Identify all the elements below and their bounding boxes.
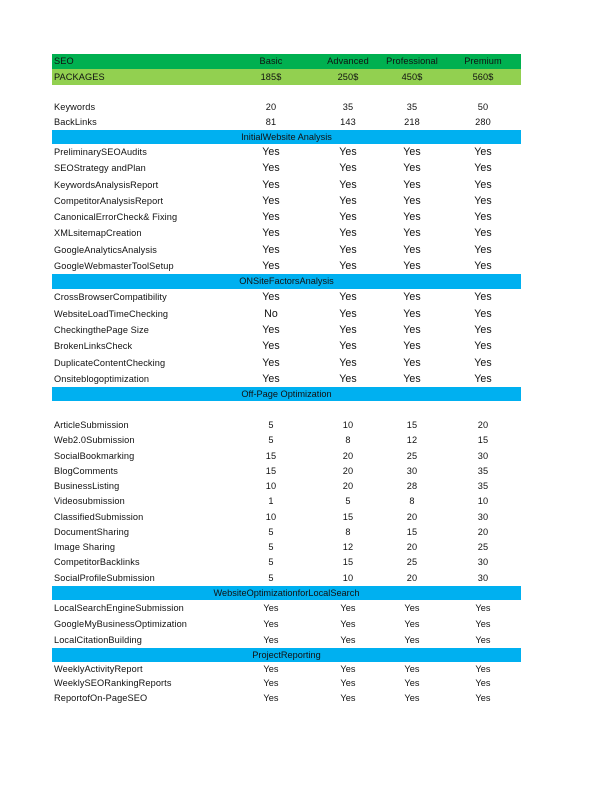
cell-basic: Yes	[262, 194, 280, 207]
row-label: GoogleWebmasterToolSetup	[54, 261, 174, 272]
section-header-off-page-optimization: Off-Page Optimization	[52, 387, 521, 401]
cell-basic: No	[264, 307, 278, 320]
price-advanced: 250$	[337, 72, 359, 82]
cell-advanced: 8	[345, 526, 351, 537]
table-row	[52, 525, 521, 540]
cell-premium: 20	[477, 420, 489, 431]
table-row	[52, 371, 521, 387]
price-premium: 560$	[472, 72, 494, 82]
section-local-search	[52, 600, 521, 648]
table-row	[52, 225, 521, 241]
cell-professional: Yes	[404, 602, 420, 613]
cell-premium: Yes	[474, 243, 492, 256]
cell-basic: Yes	[262, 372, 280, 385]
cell-professional: 35	[406, 102, 418, 112]
row-label: CompetitorBacklinks	[54, 557, 140, 568]
cell-premium: Yes	[474, 178, 492, 191]
row-label: Keywords	[54, 102, 96, 112]
cell-premium: 25	[477, 542, 489, 553]
cell-professional: Yes	[403, 243, 421, 256]
cell-premium: 35	[477, 481, 489, 492]
cell-advanced: Yes	[340, 602, 356, 613]
cell-basic: 20	[265, 102, 277, 112]
row-label: DuplicateContentChecking	[54, 357, 166, 368]
summary-row-backlinks	[52, 115, 521, 130]
cell-professional: 20	[406, 511, 418, 522]
cell-basic: Yes	[262, 227, 280, 240]
spacer	[52, 85, 521, 100]
cell-advanced: 12	[342, 542, 354, 553]
cell-professional: Yes	[404, 663, 420, 674]
cell-premium: Yes	[474, 194, 492, 207]
table-row	[52, 209, 521, 225]
section-header-initial-website-analysis: InitialWebsite Analysis	[52, 130, 521, 144]
table-row	[52, 510, 521, 525]
row-label: CrossBrowserCompatibility	[54, 292, 167, 303]
cell-advanced: Yes	[339, 356, 357, 369]
cell-professional: Yes	[403, 291, 421, 304]
row-label: LocalCitationBuilding	[54, 634, 142, 645]
cell-advanced: 10	[342, 420, 354, 431]
section-header-local-search: WebsiteOptimizationforLocalSearch	[52, 586, 521, 600]
cell-basic: Yes	[262, 162, 280, 175]
table-row	[52, 540, 521, 555]
cell-premium: Yes	[474, 340, 492, 353]
cell-advanced: Yes	[340, 678, 356, 689]
cell-basic: Yes	[263, 692, 279, 703]
cell-premium: Yes	[474, 146, 492, 158]
table-row	[52, 322, 521, 338]
cell-basic: Yes	[262, 340, 280, 353]
packages-label: PACKAGES	[54, 72, 105, 82]
cell-professional: 20	[406, 572, 418, 583]
row-label: KeywordsAnalysisReport	[54, 179, 159, 190]
row-label: BusinessListing	[54, 481, 120, 492]
table-row	[52, 144, 521, 160]
row-label: CompetitorAnalysisReport	[54, 195, 164, 206]
table-row	[52, 479, 521, 494]
cell-premium: Yes	[474, 227, 492, 240]
row-label: PreliminarySEOAudits	[54, 147, 147, 157]
cell-advanced: Yes	[339, 178, 357, 191]
row-label: ArticleSubmission	[54, 420, 129, 431]
row-label: GoogleMyBusinessOptimization	[54, 618, 188, 629]
table-row	[52, 494, 521, 509]
table-row	[52, 691, 521, 705]
table-row	[52, 306, 521, 322]
cell-basic: 10	[265, 511, 277, 522]
row-label: ReportofOn-PageSEO	[54, 692, 148, 703]
cell-premium: Yes	[474, 307, 492, 320]
cell-professional: Yes	[404, 692, 420, 703]
cell-premium: Yes	[475, 678, 491, 689]
row-label: BackLinks	[54, 117, 97, 127]
cell-premium: Yes	[474, 211, 492, 224]
cell-professional: Yes	[404, 634, 420, 645]
cell-premium: 35	[477, 465, 489, 476]
column-advanced: Advanced	[327, 56, 369, 66]
row-label: WeeklyActivityReport	[54, 663, 143, 674]
cell-basic: Yes	[262, 356, 280, 369]
cell-basic: Yes	[263, 678, 279, 689]
cell-basic: Yes	[262, 291, 280, 304]
cell-professional: 15	[406, 526, 418, 537]
cell-advanced: 8	[345, 435, 351, 446]
cell-basic: 5	[268, 557, 274, 568]
table-row	[52, 616, 521, 632]
table-row	[52, 555, 521, 570]
cell-basic: 10	[265, 481, 277, 492]
cell-premium: 30	[477, 450, 489, 461]
cell-professional: 12	[406, 435, 418, 446]
cell-professional: Yes	[403, 178, 421, 191]
cell-professional: Yes	[403, 372, 421, 385]
cell-professional: Yes	[403, 227, 421, 240]
table-row	[52, 355, 521, 371]
row-label: SocialBookmarking	[54, 450, 135, 461]
cell-premium: Yes	[474, 291, 492, 304]
cell-basic: Yes	[263, 663, 279, 674]
row-label: BlogComments	[54, 465, 119, 476]
table-row	[52, 160, 521, 176]
cell-professional: Yes	[403, 307, 421, 320]
table-row	[52, 433, 521, 448]
section-onsite-factors	[52, 289, 521, 387]
cell-professional: Yes	[403, 340, 421, 353]
cell-advanced: Yes	[339, 372, 357, 385]
cell-basic: Yes	[263, 602, 279, 613]
section-header-project-reporting: ProjectReporting	[52, 648, 521, 662]
column-professional: Professional	[386, 56, 438, 66]
row-label: XMLsitemapCreation	[54, 228, 142, 239]
cell-advanced: Yes	[339, 260, 357, 273]
cell-professional: 25	[406, 450, 418, 461]
cell-premium: 15	[477, 435, 489, 446]
cell-premium: Yes	[474, 323, 492, 336]
row-label: WebsiteLoadTimeChecking	[54, 308, 169, 319]
cell-premium: 280	[475, 117, 491, 127]
table-row	[52, 632, 521, 648]
cell-premium: Yes	[475, 663, 491, 674]
row-label: Onsiteblogoptimization	[54, 373, 150, 384]
section-project-reporting	[52, 662, 521, 705]
cell-basic: Yes	[262, 243, 280, 256]
cell-professional: 8	[409, 496, 415, 507]
cell-professional: 218	[404, 117, 420, 127]
cell-basic: 5	[268, 526, 274, 537]
column-basic: Basic	[259, 56, 283, 66]
cell-basic: Yes	[262, 211, 280, 224]
cell-premium: Yes	[474, 356, 492, 369]
cell-premium: Yes	[475, 618, 491, 629]
row-label: ClassifiedSubmission	[54, 511, 144, 522]
cell-advanced: Yes	[339, 162, 357, 175]
cell-premium: 30	[477, 557, 489, 568]
cell-basic: Yes	[263, 634, 279, 645]
row-label: LocalSearchEngineSubmission	[54, 602, 184, 613]
cell-premium: 10	[477, 496, 489, 507]
table-row	[52, 258, 521, 274]
cell-advanced: 143	[340, 117, 356, 127]
cell-premium: 30	[477, 511, 489, 522]
cell-basic: 5	[268, 542, 274, 553]
section-off-page-optimization	[52, 418, 521, 586]
cell-premium: 20	[477, 526, 489, 537]
cell-basic: 5	[268, 420, 274, 431]
cell-premium: 50	[477, 102, 489, 112]
table-row	[52, 242, 521, 258]
cell-advanced: Yes	[340, 692, 356, 703]
seo-pricing-table	[52, 54, 521, 705]
cell-basic: Yes	[262, 260, 280, 273]
table-row	[52, 676, 521, 690]
cell-premium: Yes	[474, 260, 492, 273]
cell-advanced: Yes	[339, 227, 357, 240]
cell-advanced: 20	[342, 481, 354, 492]
cell-basic: 81	[265, 117, 277, 127]
cell-professional: Yes	[403, 146, 421, 158]
section-initial-website-analysis	[52, 144, 521, 274]
cell-advanced: Yes	[339, 194, 357, 207]
row-label: GoogleAnalyticsAnalysis	[54, 244, 157, 255]
header-row	[52, 54, 521, 69]
table-row	[52, 338, 521, 354]
cell-basic: 1	[268, 496, 274, 507]
cell-advanced: Yes	[339, 211, 357, 224]
table-row	[52, 418, 521, 433]
section-header-onsite-factors: ONSiteFactorsAnalysis	[52, 274, 521, 289]
cell-professional: Yes	[403, 211, 421, 224]
cell-professional: Yes	[403, 356, 421, 369]
column-premium: Premium	[464, 56, 502, 66]
cell-advanced: 35	[342, 102, 354, 112]
cell-professional: Yes	[403, 194, 421, 207]
cell-advanced: Yes	[340, 663, 356, 674]
table-row	[52, 193, 521, 209]
cell-professional: Yes	[403, 323, 421, 336]
table-row	[52, 289, 521, 305]
row-label: Image Sharing	[54, 542, 116, 553]
cell-professional: 15	[406, 420, 418, 431]
row-label: SEOStrategy andPlan	[54, 163, 146, 174]
cell-advanced: 15	[342, 511, 354, 522]
cell-advanced: Yes	[339, 146, 357, 158]
row-label: Videosubmission	[54, 496, 125, 507]
row-label: CheckingthePage Size	[54, 324, 149, 335]
cell-premium: 30	[477, 572, 489, 583]
cell-basic: 5	[268, 572, 274, 583]
cell-premium: Yes	[475, 602, 491, 613]
price-basic: 185$	[260, 72, 282, 82]
cell-professional: 28	[406, 481, 418, 492]
row-label: BrokenLinksCheck	[54, 341, 133, 352]
table-row	[52, 662, 521, 676]
row-label: WeeklySEORankingReports	[54, 678, 172, 689]
row-label: DocumentSharing	[54, 526, 130, 537]
table-row	[52, 449, 521, 464]
cell-professional: Yes	[403, 162, 421, 175]
cell-advanced: 10	[342, 572, 354, 583]
cell-professional: Yes	[404, 678, 420, 689]
cell-advanced: Yes	[339, 291, 357, 304]
cell-professional: 30	[406, 465, 418, 476]
cell-advanced: 20	[342, 450, 354, 461]
cell-basic: Yes	[262, 178, 280, 191]
cell-advanced: Yes	[339, 307, 357, 320]
cell-premium: Yes	[474, 372, 492, 385]
cell-basic: Yes	[262, 323, 280, 336]
cell-premium: Yes	[474, 162, 492, 175]
cell-professional: 25	[406, 557, 418, 568]
cell-advanced: Yes	[339, 340, 357, 353]
cell-advanced: 15	[342, 557, 354, 568]
table-row	[52, 464, 521, 479]
cell-professional: Yes	[403, 260, 421, 273]
cell-basic: 15	[265, 465, 277, 476]
cell-basic: 15	[265, 450, 277, 461]
cell-basic: 5	[268, 435, 274, 446]
cell-advanced: 20	[342, 465, 354, 476]
cell-advanced: Yes	[340, 618, 356, 629]
header-label: SEO	[54, 56, 74, 66]
summary-row-keywords	[52, 100, 521, 115]
table-row	[52, 571, 521, 586]
cell-premium: Yes	[475, 692, 491, 703]
cell-professional: 20	[406, 542, 418, 553]
cell-basic: Yes	[262, 146, 280, 158]
row-label: CanonicalErrorCheck& Fixing	[54, 212, 178, 223]
cell-professional: Yes	[404, 618, 420, 629]
cell-advanced: Yes	[340, 634, 356, 645]
cell-premium: Yes	[475, 634, 491, 645]
table-row	[52, 177, 521, 193]
cell-basic: Yes	[263, 618, 279, 629]
table-row	[52, 600, 521, 616]
row-label: SocialProfileSubmission	[54, 572, 155, 583]
spacer	[52, 401, 521, 418]
packages-row	[52, 69, 521, 85]
cell-advanced: 5	[345, 496, 351, 507]
cell-advanced: Yes	[339, 243, 357, 256]
cell-advanced: Yes	[339, 323, 357, 336]
price-professional: 450$	[401, 72, 423, 82]
row-label: Web2.0Submission	[54, 435, 135, 446]
